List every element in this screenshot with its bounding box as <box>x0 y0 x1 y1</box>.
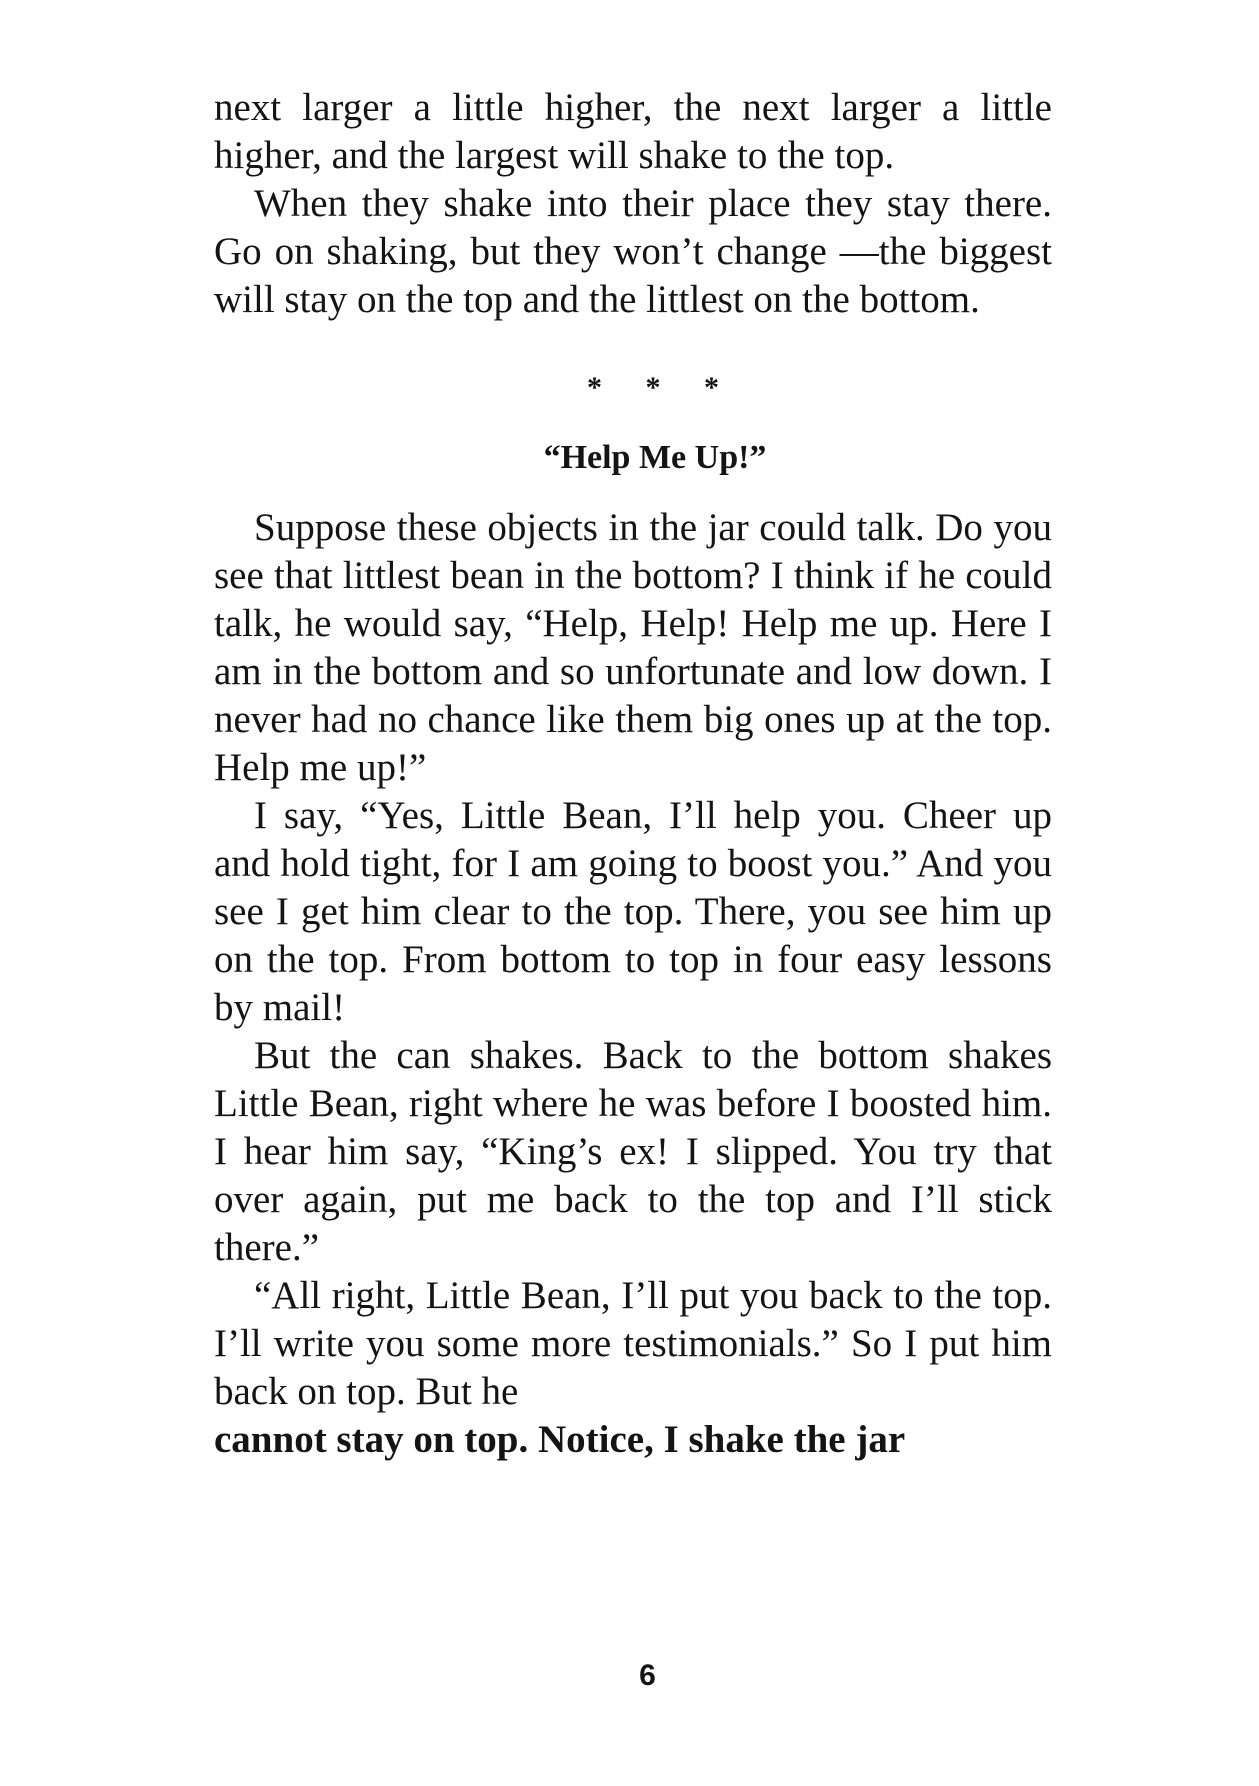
paragraph-final-line: cannot stay on top. Notice, I shake the jar <box>214 1418 906 1461</box>
paragraph-can-shakes: But the can shakes. Back to the bottom shakes Little Bean, right where he was before I boosted him. I hear him say, “King’s ex! I slipped. You try that over again, put me back to the top and I’ll stick there.” <box>214 1034 1052 1269</box>
paragraph-continuation: next larger a little higher, the next larger a little higher, and the largest will shake to the top. <box>214 86 1052 177</box>
paragraph-suppose: Suppose these objects in the jar could talk. Do you see that littlest bean in the bottom? I think if he could talk, he would say, “Help, Help! Help me up. Here I am in the bottom and so unfortunate and low down. I never had no chance like them big ones up at the top. Help me up!” <box>214 506 1052 789</box>
page-number: 6 <box>639 1659 656 1692</box>
paragraph-all-right: “All right, Little Bean, I’ll put you back to the top. I’ll write you some more testimonials.” So I put him back on top. But he <box>214 1274 1052 1413</box>
book-page <box>214 84 1052 1464</box>
paragraph-shaking: When they shake into their place they stay there. Go on shaking, but they won’t change —the biggest will stay on the top and the littlest on the bottom. <box>214 182 1052 321</box>
section-divider: * * * <box>587 371 719 404</box>
section-heading: “Help Me Up!” <box>543 439 767 476</box>
paragraph-yes-little-bean: I say, “Yes, Little Bean, I’ll help you. Cheer up and hold tight, for I am going to boost you.” And you see I get him clear to the top. There, you see him up on the top. From bottom to top in four easy lessons by mail! <box>214 794 1052 1029</box>
